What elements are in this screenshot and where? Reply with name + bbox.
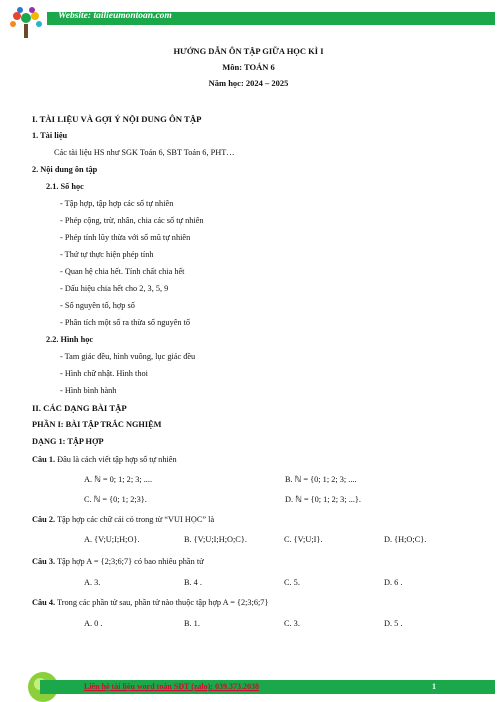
q4-option-c: C. 3.	[284, 619, 300, 628]
website-label[interactable]: Website: tailieumontoan.com	[58, 11, 172, 21]
q2-option-b: B. {V;U;I;H;O;C}.	[184, 535, 247, 544]
q4-option-a: A. 0 .	[84, 619, 103, 628]
doc-year: Năm học: 2024 – 2025	[208, 78, 289, 88]
list-item: - Hình bình hành	[60, 386, 117, 395]
q2-option-d: D. {H;O;C}.	[384, 535, 427, 544]
q3-option-d: D. 6 .	[384, 578, 403, 587]
section1-heading: I. TÀI LIỆU VÀ GỢI Ý NỘI DUNG ÔN TẬP	[32, 114, 202, 124]
list-item: - Hình chữ nhật. Hình thoi	[60, 369, 148, 378]
question-text: Tập hợp các chữ cái có trong từ “VUI HỌC” là	[55, 515, 215, 524]
q1-option-a: A. ℕ = 0; 1; 2; 3; ....	[84, 475, 153, 484]
question-text: Đâu là cách viết tập hợp số tự nhiên	[55, 455, 177, 464]
list-item: - Thứ tự thực hiện phép tính	[60, 250, 154, 259]
page-number: 1	[432, 682, 436, 691]
list-item: - Tập hợp, tập hợp các số tự nhiên	[60, 199, 174, 208]
type1-heading: DẠNG 1: TẬP HỢP	[32, 437, 104, 446]
section2-heading: II. CÁC DẠNG BÀI TẬP	[32, 403, 127, 413]
part1-heading: PHẦN I: BÀI TẬP TRẮC NGHIỆM	[32, 420, 162, 429]
q2-option-c: C. {V;U;I}.	[284, 535, 323, 544]
list-item: - Quan hệ chia hết. Tính chất chia hết	[60, 267, 185, 276]
section1-sub21: 2.1. Số học	[46, 182, 84, 191]
question-label: Câu 3.	[32, 557, 56, 566]
q3-option-a: A. 3.	[84, 578, 101, 587]
q1-option-b: B. ℕ = {0; 1; 2; 3; ....	[285, 475, 357, 484]
q2-option-a: A. {V;U;I;H;O}.	[84, 535, 140, 544]
section1-sub2: 2. Nội dung ôn tập	[32, 165, 98, 174]
q1-option-d: D. ℕ = {0; 1; 2; 3; ...}.	[285, 495, 361, 504]
list-item: - Tam giác đều, hình vuông, lục giác đều	[60, 352, 196, 361]
list-item: - Phép cộng, trừ, nhân, chia các số tự nhiên	[60, 216, 204, 225]
doc-subject: Môn: TOÁN 6	[222, 62, 275, 72]
footer-contact-link[interactable]: Liên hệ tài liệu word toán SĐT (zalo): 039.373.2038	[84, 682, 259, 691]
q4-option-d: D. 5 .	[384, 619, 403, 628]
question-2	[32, 515, 214, 524]
question-text: Trong các phần tử sau, phần tử nào thuộc tập hợp A = {2;3;6;7}	[55, 598, 269, 607]
section1-sub1: 1. Tài liệu	[32, 131, 68, 140]
question-3	[32, 557, 204, 566]
question-label: Câu 4.	[32, 598, 56, 607]
list-item: - Phép tính lũy thừa với số mũ tự nhiên	[60, 233, 191, 242]
list-item: - Dấu hiệu chia hết cho 2, 3, 5, 9	[60, 284, 169, 293]
q3-option-c: C. 5.	[284, 578, 300, 587]
question-label: Câu 1.	[32, 455, 56, 464]
question-4	[32, 598, 268, 607]
section1-sub1-text: Các tài liệu HS như SGK Toán 6, SBT Toán 6, PHT…	[54, 148, 235, 157]
q4-option-b: B. 1.	[184, 619, 200, 628]
question-label: Câu 2.	[32, 515, 56, 524]
tree-logo-icon	[6, 6, 46, 40]
section1-sub22: 2.2. Hình học	[46, 335, 94, 344]
question-text: Tập hợp A = {2;3;6;7} có bao nhiêu phần tử	[55, 557, 204, 566]
q3-option-b: B. 4 .	[184, 578, 202, 587]
question-1	[32, 455, 177, 464]
list-item: - Phân tích một số ra thừa số nguyên tố	[60, 318, 191, 327]
doc-title: HƯỚNG DẪN ÔN TẬP GIỮA HỌC KÌ I	[173, 46, 324, 56]
list-item: - Số nguyên tố, hợp số	[60, 301, 135, 310]
q1-option-c: C. ℕ = {0; 1; 2;3}.	[84, 495, 147, 504]
